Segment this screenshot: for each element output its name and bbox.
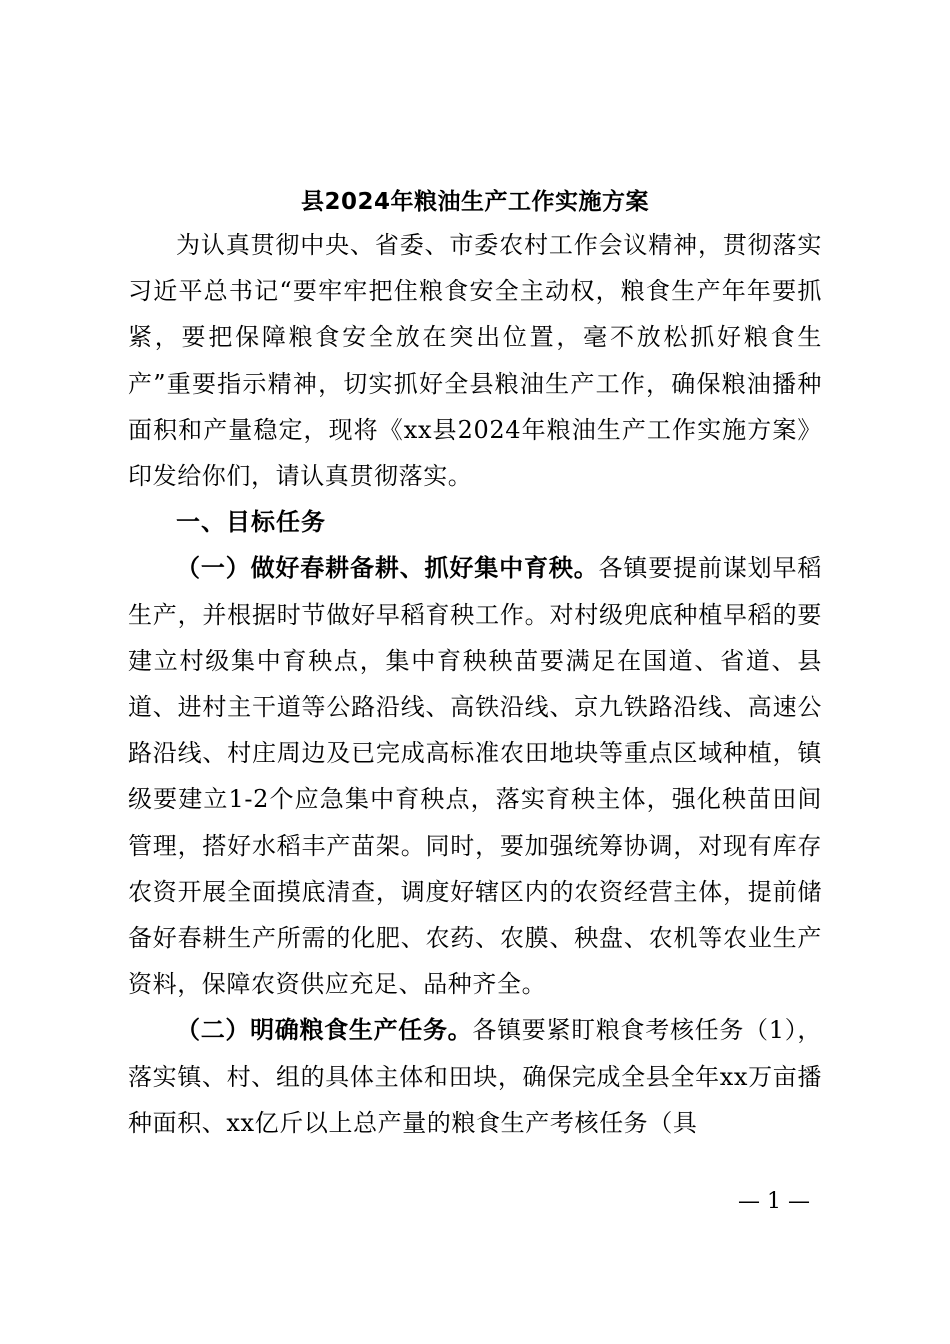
paragraph-item-1 — [128, 545, 822, 1007]
item-1-body: 各镇要提前谋划早稻生产，并根据时节做好早稻育秧工作。对村级兜底种植早稻的要建立村级集中育秧点，集中育秧秧苗要满足在国道、省道、县道、进村主干道等公路沿线、高铁沿线、京九铁路沿线、高速公路沿线、村庄周边及已完成高标准农田地块等重点区域种植，镇级要建立1-2个应急集中育秧点，落实育秧主体，强化秧苗田间管理，搭好水稻丰产苗架。同时，要加强统筹协调，对现有库存农资开展全面摸底清查，调度好辖区内的农资经营主体，提前储备好春耕生产所需的化肥、农药、农膜、秧盘、农机等农业生产资料，保障农资供应充足、品种齐全。 — [128, 554, 822, 999]
intro-paragraph: 为认真贯彻中央、省委、市委农村工作会议精神，贯彻落实习近平总书记“要牢牢把住粮食安全主动权，粮食生产年年要抓紧，要把保障粮食安全放在突出位置，毫不放松抓好粮食生产”重要指示精神，切实抓好全县粮油生产工作，确保粮油播种面积和产量稳定，现将《xx县2024年粮油生产工作实施方案》印发给你们，请认真贯彻落实。 — [128, 231, 822, 491]
page-number: — 1 — — [738, 1189, 810, 1214]
item-2-heading: （二）明确粮食生产任务。 — [176, 1016, 473, 1045]
document-body — [128, 222, 822, 1146]
paragraph-item-2 — [128, 1007, 822, 1146]
item-1-heading: （一）做好春耕备耕、抓好集中育秧。 — [176, 554, 599, 583]
section-heading-targets: 一、目标任务 — [176, 508, 326, 537]
document-title: 县2024年粮油生产工作实施方案 — [300, 189, 649, 215]
item-2-body: 各镇要紧盯粮食考核任务（1），落实镇、村、组的具体主体和田块，确保完成全县全年xx万亩播种面积、xx亿斤以上总产量的粮食生产考核任务（具 — [128, 1016, 822, 1137]
